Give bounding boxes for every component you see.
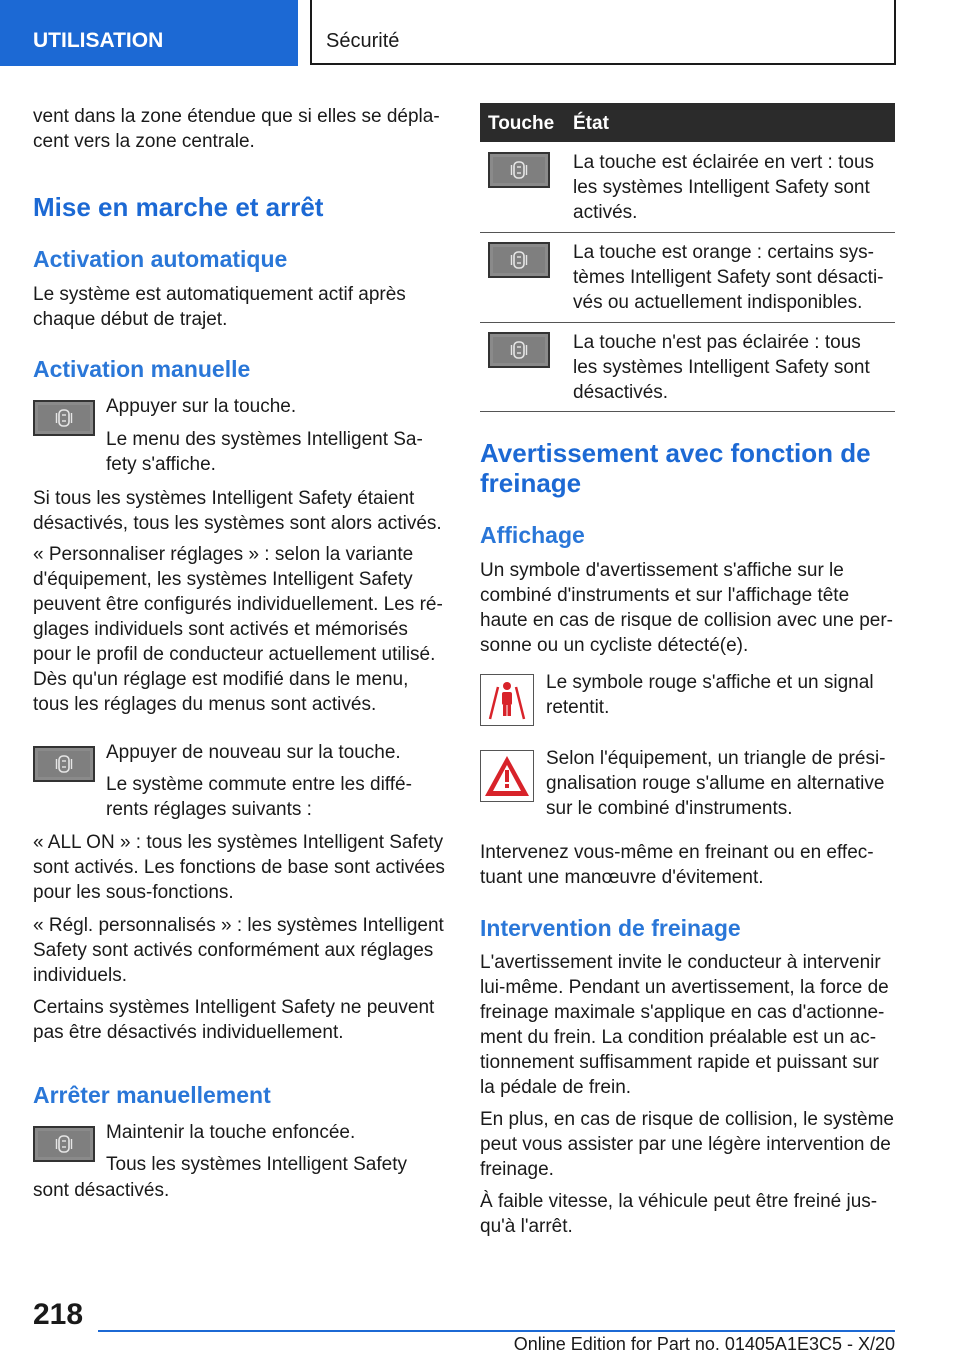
car-safety-icon — [55, 754, 73, 774]
low-speed-text: À faible vitesse, la véhicule peut être freiné jus- qu'à l'arrêt. — [480, 1191, 878, 1237]
car-safety-icon — [55, 1134, 73, 1154]
car-safety-icon — [510, 340, 528, 360]
heading-manual-stop: Arrêter manuellement — [33, 1082, 271, 1108]
safety-button-icon — [33, 746, 95, 782]
table-row-text: La touche est éclairée en vert : tous les systèmes Intelligent Safety sont activés. — [573, 152, 875, 223]
car-safety-icon — [55, 408, 73, 428]
triangle-text: Selon l'équipement, un triangle de prési- gnalisation rouge s'allume en alternative sur le combiné d'instruments. — [546, 748, 886, 819]
heading-braking-intervention: Intervention de freinage — [480, 915, 741, 941]
safety-button-icon — [33, 400, 95, 436]
press-button-text: Appuyer sur la touche. — [106, 396, 297, 417]
all-off-activation-text: Si tous les systèmes Intelligent Safety étaient désactivés, tous les systèmes sont alors activés. — [33, 488, 442, 534]
safety-button-green-icon — [488, 152, 550, 188]
heading-start-stop: Mise en marche et arrêt — [33, 192, 324, 222]
heading-auto-activation: Activation automatique — [33, 246, 288, 272]
intro-text: vent dans la zone étendue que si elles se dépla- cent vers la zone centrale. — [33, 106, 440, 152]
intervene-text: Intervenez vous-même en freinant ou en effec- tuant une manœuvre d'évitement. — [480, 842, 874, 888]
page-header — [0, 0, 960, 66]
safety-button-orange-icon — [488, 242, 550, 278]
page-number: 218 — [33, 1298, 84, 1331]
pedestrian-warning-icon — [480, 674, 534, 726]
table-row-text: La touche est orange : certains sys- tèmes Intelligent Safety sont désacti- vés ou actuellement indisponibles. — [573, 242, 884, 313]
display-text: Un symbole d'avertissement s'affiche sur le combiné d'instruments et sur l'affichage tête haute en cas de risque de collision avec une per- sonne ou un cycliste détecté(e). — [480, 560, 893, 656]
red-symbol-text: Le symbole rouge s'affiche et un signal retentit. — [546, 672, 874, 718]
pedestrian-warning-symbol — [481, 675, 533, 725]
table-row-divider — [480, 232, 895, 233]
press-again-text: Appuyer de nouveau sur la touche. — [106, 742, 401, 763]
edition-text: Online Edition for Part no. 01405A1E3C5 - X/20 — [513, 1334, 895, 1354]
heading-display: Affichage — [480, 522, 585, 548]
all-deactivated-line1: Tous les systèmes Intelligent Safety — [106, 1154, 407, 1175]
table-bottom-border — [480, 411, 895, 412]
column-etat: État — [573, 113, 609, 134]
cannot-deactivate-text: Certains systèmes Intelligent Safety ne peuvent pas être désactivés individuellement. — [33, 997, 435, 1043]
braking-text: L'avertissement invite le conducteur à intervenir lui-même. Pendant un avertissement, la force de freinage maximale s'applique en cas d'actionne- ment du frein. La condition préalable est un ac- tionnement suffisamment rapide et puissant sur la pédale de frein. — [480, 952, 889, 1098]
additional-braking-text: En plus, en cas de risque de collision, le système peut vous assister par une légère intervention de freinage. — [480, 1109, 894, 1180]
column-touche: Touche — [488, 113, 555, 134]
safety-button-icon — [33, 1126, 95, 1162]
table-row-divider — [480, 322, 895, 323]
warning-triangle-icon — [480, 750, 534, 802]
state-table-header — [480, 103, 895, 142]
car-safety-icon — [510, 160, 528, 180]
menu-shows-text: Le menu des systèmes Intelligent Sa- fety s'affiche. — [106, 429, 423, 475]
table-row-text: La touche n'est pas éclairée : tous les systèmes Intelligent Safety sont désactivés. — [573, 332, 870, 403]
heading-braking-warning: Avertissement avec fonction de freinage — [480, 438, 871, 498]
all-on-text: « ALL ON » : tous les systèmes Intelligent Safety sont activés. Les fonctions de base sont activées pour les sous-fonctions. — [33, 832, 445, 903]
hold-button-text: Maintenir la touche enfoncée. — [106, 1122, 356, 1143]
switches-text: Le système commute entre les diffé- rents réglages suivants : — [106, 774, 412, 820]
heading-manual-activation: Activation manuelle — [33, 356, 251, 382]
all-deactivated-line2: sont désactivés. — [33, 1180, 170, 1201]
car-safety-icon — [510, 250, 528, 270]
section-title: UTILISATION — [0, 0, 298, 66]
custom-settings-text: « Régl. personnalisés » : les systèmes Intelligent Safety sont activés conformément aux réglages individuels. — [33, 915, 444, 986]
safety-button-off-icon — [488, 332, 550, 368]
chapter-title: Sécurité — [310, 0, 896, 65]
auto-activation-text: Le système est automatiquement actif après chaque début de trajet. — [33, 284, 406, 330]
warning-triangle-symbol — [481, 751, 533, 801]
personalize-text: « Personnaliser réglages » : selon la variante d'équipement, les systèmes Intelligent Safety peuvent être configurés individuellement. Les ré- glages individuels sont activés et mémorisés pour le profil de conducteur actuellement utilisé. Dès qu'un réglage est modifié dans le menu, tous les réglages du menus sont activés. — [33, 544, 443, 715]
